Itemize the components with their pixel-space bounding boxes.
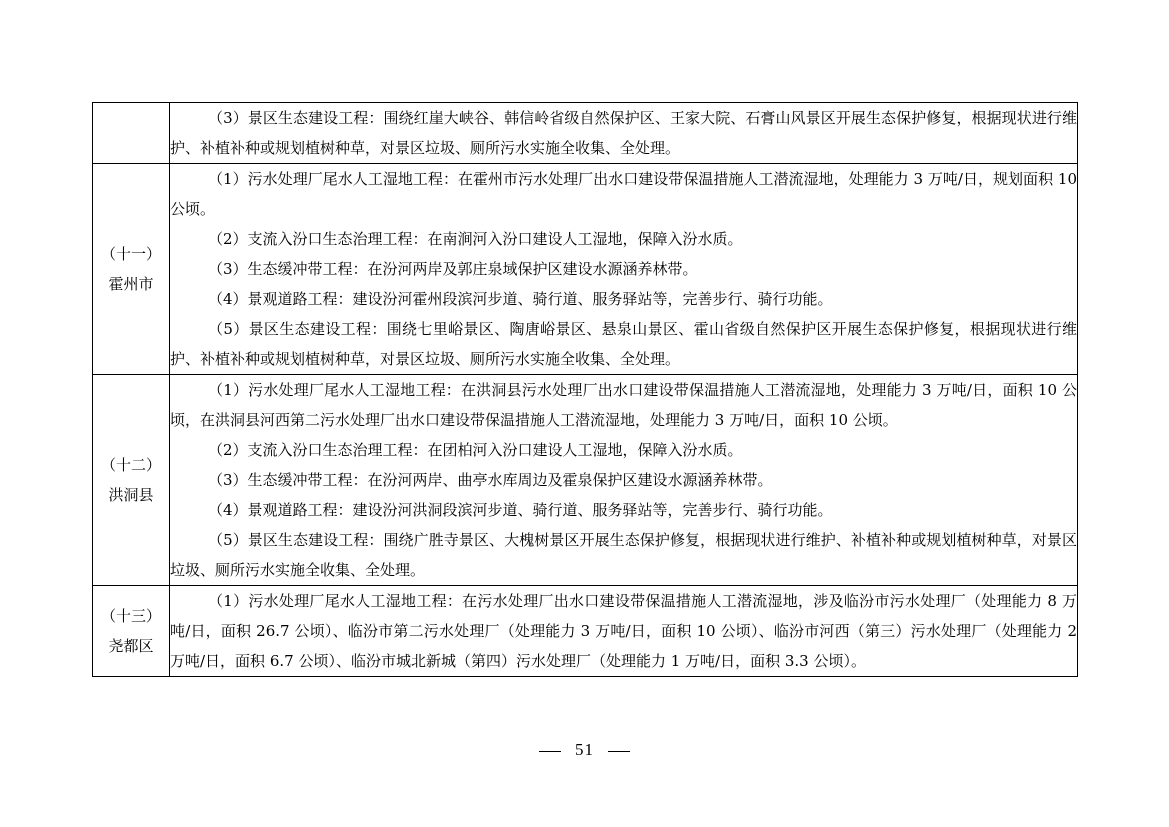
- project-item: （1）污水处理厂尾水人工湿地工程：在污水处理厂出水口建设带保温措施人工潜流湿地，涉及临汾市污水处理厂（处理能力 8 万吨/日，面积 26.7 公顷）、临汾市第二污水处理厂（处理能力 3 万吨/日，面积 10 公顷）、临汾市河西（第三）污水处理厂（处理能力 2 万吨/日，面积 6.7 公顷）、临汾市城北新城（第四）污水处理厂（处理能力 1 万吨/日，面积 3.3 公顷）。: [170, 592, 1077, 670]
- project-item: （5）景区生态建设工程：围绕广胜寺景区、大槐树景区开展生态保护修复，根据现状进行维护、补植补种或规划植树种草，对景区垃圾、厕所污水实施全收集、全处理。: [170, 531, 1077, 579]
- project-item: （1）污水处理厂尾水人工湿地工程：在洪洞县污水处理厂出水口建设带保温措施人工潜流湿地，处理能力 3 万吨/日，面积 10 公顷，在洪洞县河西第二污水处理厂出水口建设带保温措施人工潜流湿地，处理能力 3 万吨/日，面积 10 公顷。: [170, 381, 1077, 429]
- page-footer: [0, 740, 1169, 760]
- project-table: [92, 102, 1078, 677]
- region-number: （十三）: [100, 607, 161, 625]
- dash-left: [539, 751, 561, 752]
- project-item: （2）支流入汾口生态治理工程：在团柏河入汾口建设人工湿地，保障入汾水质。: [208, 441, 743, 459]
- region-name: 霍州市: [108, 275, 154, 293]
- project-content-cell: [170, 586, 1078, 677]
- project-content-cell: [170, 375, 1078, 586]
- table-row: [93, 375, 1078, 586]
- project-item: （1）污水处理厂尾水人工湿地工程：在霍州市污水处理厂出水口建设带保温措施人工潜流湿地，处理能力 3 万吨/日，规划面积 10 公顷。: [170, 170, 1077, 218]
- region-label-cell: [93, 586, 170, 677]
- page-number: 51: [575, 740, 594, 759]
- region-number: （十二）: [100, 456, 161, 474]
- project-item: （4）景观道路工程：建设汾河霍州段滨河步道、骑行道、服务驿站等，完善步行、骑行功能。: [208, 290, 833, 308]
- project-item: （5）景区生态建设工程：围绕七里峪景区、陶唐峪景区、悬泉山景区、霍山省级自然保护区开展生态保护修复，根据现状进行维护、补植补种或规划植树种草，对景区垃圾、厕所污水实施全收集、全处理。: [170, 320, 1077, 368]
- table-row: [93, 586, 1078, 677]
- table-row: [93, 164, 1078, 375]
- project-item: （3）生态缓冲带工程：在汾河两岸、曲亭水库周边及霍泉保护区建设水源涵养林带。: [208, 471, 773, 489]
- region-number: （十一）: [100, 245, 161, 263]
- project-item: （3）景区生态建设工程：围绕红崖大峡谷、韩信岭省级自然保护区、王家大院、石膏山风景区开展生态保护修复，根据现状进行维护、补植补种或规划植树种草，对景区垃圾、厕所污水实施全收集、全处理。: [170, 109, 1077, 157]
- project-content-cell: [170, 164, 1078, 375]
- region-label-cell: [93, 103, 170, 164]
- project-item: （4）景观道路工程：建设汾河洪洞段滨河步道、骑行道、服务驿站等，完善步行、骑行功能。: [208, 501, 833, 519]
- project-content-cell: [170, 103, 1078, 164]
- region-name: 尧都区: [108, 637, 154, 655]
- project-item: （2）支流入汾口生态治理工程：在南涧河入汾口建设人工湿地，保障入汾水质。: [208, 230, 743, 248]
- region-label-cell: [93, 375, 170, 586]
- project-item: （3）生态缓冲带工程：在汾河两岸及郭庄泉域保护区建设水源涵养林带。: [208, 260, 698, 278]
- dash-right: [608, 751, 630, 752]
- region-label-cell: [93, 164, 170, 375]
- region-name: 洪洞县: [108, 486, 154, 504]
- table-row: [93, 103, 1078, 164]
